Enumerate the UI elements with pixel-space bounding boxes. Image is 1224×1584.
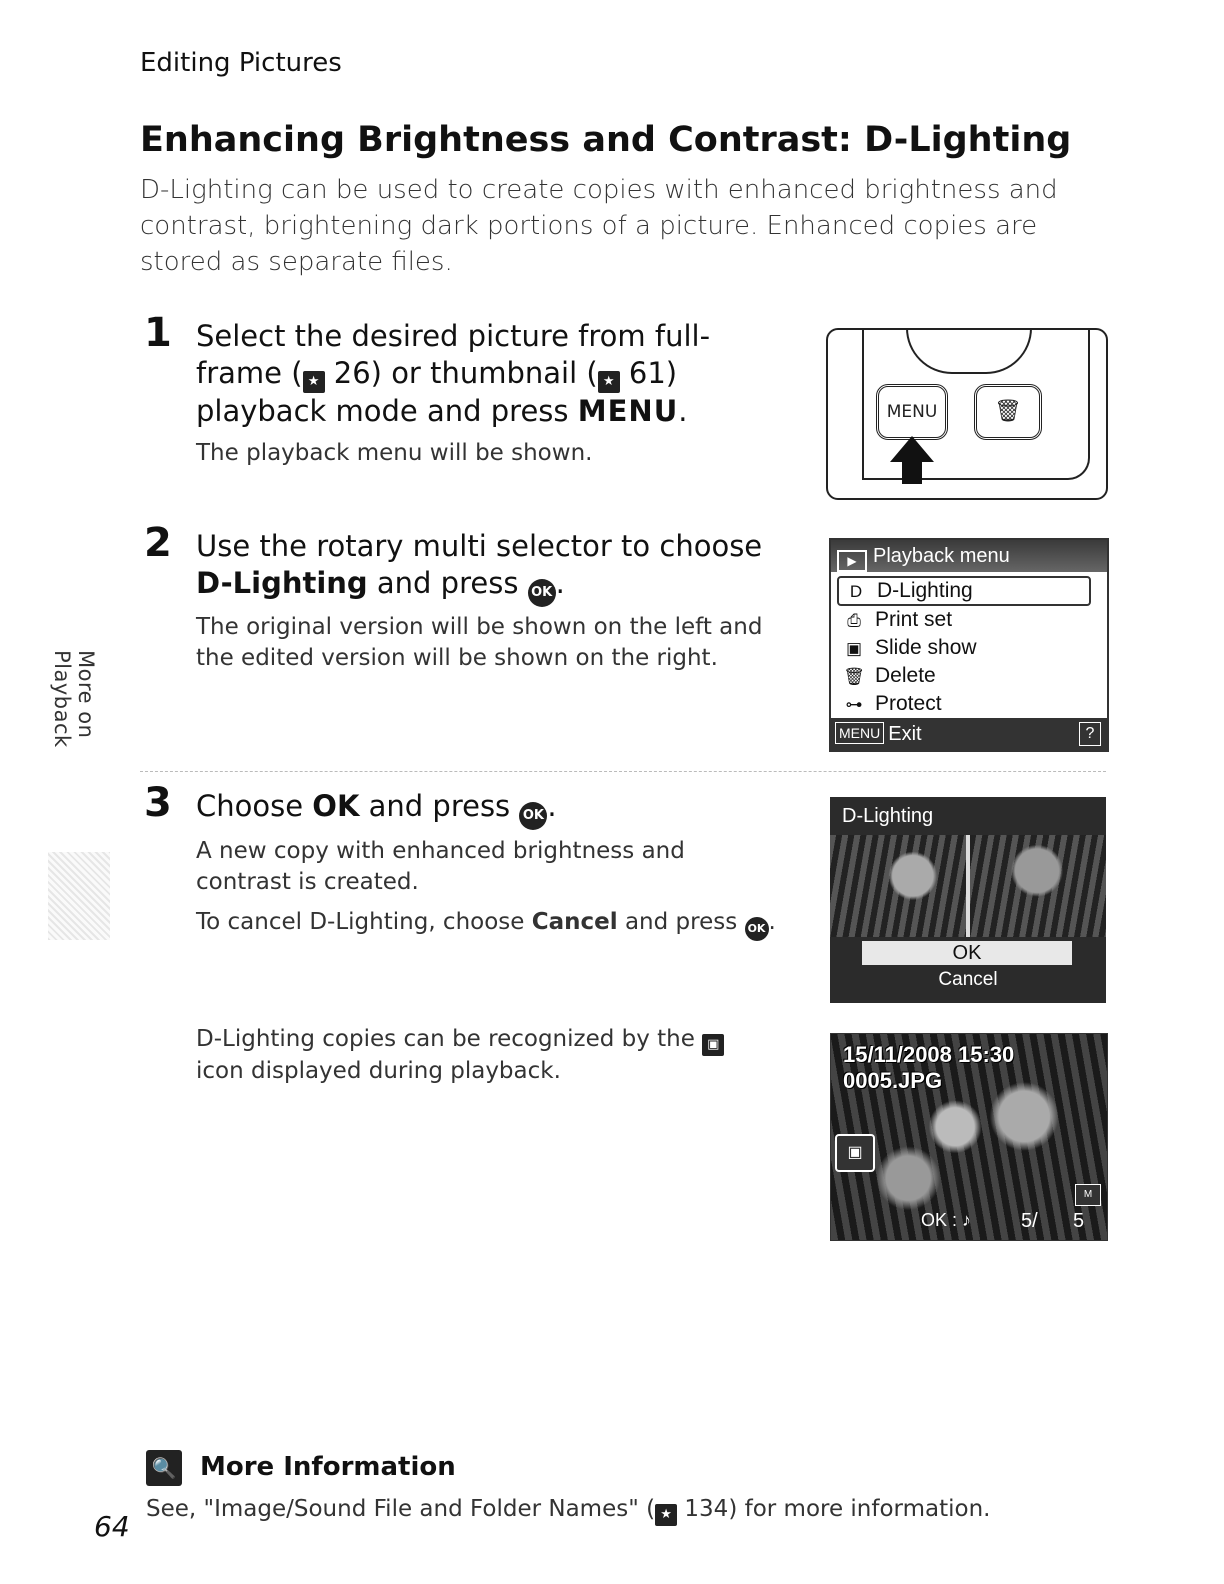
d-lighting-screen-title: D-Lighting	[842, 805, 934, 827]
camera-illustration	[826, 328, 1108, 500]
playback-filename: 0005.JPG	[843, 1068, 943, 1093]
playback-menu-footer: MENU Exit ?	[831, 718, 1107, 750]
playback-icon: ▶	[837, 550, 867, 572]
playback-voice-hint: OK : ♪	[921, 1210, 972, 1230]
reference-icon: ★	[655, 1504, 677, 1526]
reference-icon: ★	[303, 371, 325, 393]
menu-key: MENU	[577, 394, 679, 428]
step-3-title: Choose OK and press OK .	[196, 788, 776, 830]
step-1-number: 1	[144, 310, 172, 356]
key-icon: ⊶	[845, 695, 863, 714]
step-2-body: The original version will be shown on the left and the edited version will be shown on the right.	[196, 614, 763, 671]
comparison-divider	[966, 835, 970, 937]
playback-menu-screen	[829, 538, 1109, 752]
menu-key-icon: MENU	[835, 722, 884, 744]
ok-button-icon: OK	[745, 917, 769, 941]
print-icon: ⎙	[847, 611, 861, 630]
page-number: 64	[94, 1510, 130, 1543]
ok-option[interactable]: OK	[862, 941, 1072, 965]
menu-item-delete[interactable]: 🗑 Delete	[831, 662, 1107, 690]
arrow-up-icon	[890, 436, 934, 462]
d-lighting-copy-icon: ▣	[835, 1134, 875, 1172]
ok-button-icon: OK	[519, 802, 547, 830]
page-title: Enhancing Brightness and Contrast: D-Lighting	[140, 120, 1072, 160]
more-info-text: See, "Image/Sound File and Folder Names" ( ★ 134) for more information.	[146, 1496, 990, 1526]
section-label: Editing Pictures	[140, 48, 342, 78]
d-lighting-note: D-Lighting copies can be recognized by the ▣ icon displayed during playback.	[196, 1024, 756, 1087]
magnifier-icon: 🔍	[146, 1450, 182, 1486]
menu-item-slide-show[interactable]: ▣ Slide show	[831, 634, 1107, 662]
side-tab-label: More on Playback	[50, 650, 98, 748]
step-2-number: 2	[144, 520, 172, 566]
step-2-title: Use the rotary multi selector to choose D-Lighting and press OK .	[196, 528, 776, 607]
step-1-body: The playback menu will be shown.	[196, 440, 593, 466]
side-tab-marker	[48, 852, 110, 940]
step-3-body: A new copy with enhanced brightness and contrast is created.	[196, 838, 685, 895]
trash-icon: 🗑	[843, 667, 865, 686]
menu-item-print-set[interactable]: ⎙ Print set	[831, 606, 1107, 634]
step-1-title: Select the desired picture from full-frame ( ★ 26) or thumbnail ( ★ 61) playback mode and press MENU.	[196, 319, 711, 428]
slideshow-icon: ▣	[845, 639, 863, 658]
d-lighting-icon: D	[849, 582, 863, 601]
playback-frame-number: 5/	[1021, 1210, 1038, 1232]
step-3-cancel-note: To cancel D-Lighting, choose Cancel and press OK .	[196, 907, 776, 941]
playback-screen	[830, 1033, 1108, 1241]
arrow-shaft	[902, 460, 922, 484]
ok-button-icon: OK	[528, 579, 556, 607]
section-divider	[140, 771, 1106, 772]
playback-frame-total: 5	[1073, 1210, 1085, 1232]
playback-date: 15/11/2008 15:30	[843, 1042, 1015, 1067]
help-icon: ?	[1079, 722, 1101, 746]
cancel-option[interactable]: Cancel	[938, 969, 998, 990]
camera-menu-button: MENU	[876, 384, 948, 440]
menu-item-d-lighting[interactable]: D D-Lighting	[837, 576, 1091, 606]
d-lighting-screen	[830, 797, 1106, 1003]
image-size-icon: M	[1075, 1184, 1101, 1206]
intro-paragraph: D-Lighting can be used to create copies with enhanced brightness and contrast, brightening dark portions of a picture. Enhanced copies are stored as separate files.	[140, 175, 1058, 277]
trash-icon: 🗑	[974, 384, 1042, 440]
d-lighting-copy-icon: ▣	[702, 1034, 724, 1056]
reference-icon: ★	[598, 371, 620, 393]
menu-item-protect[interactable]: ⊶ Protect	[831, 690, 1107, 718]
playback-menu-header: ▶ Playback menu	[831, 540, 1107, 572]
step-3-number: 3	[144, 780, 172, 826]
more-info-title: More Information	[200, 1452, 456, 1482]
